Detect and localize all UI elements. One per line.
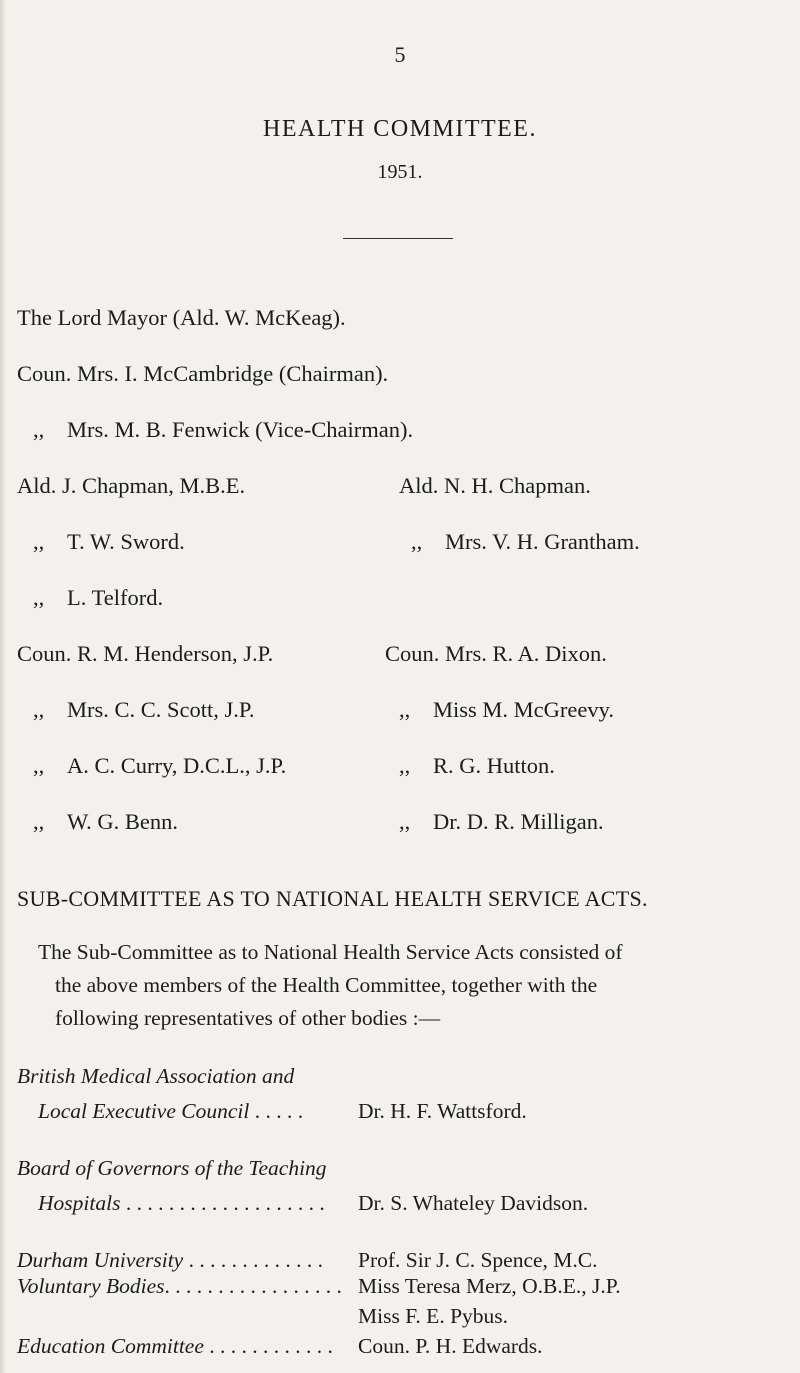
member-name: R. G. Hutton. xyxy=(433,753,555,778)
body-0-label-line1: British Medical Association and xyxy=(17,1064,295,1088)
body-3-rep-1: Miss F. E. Pybus. xyxy=(358,1304,509,1328)
body-1-label-line2 xyxy=(38,1191,325,1216)
member-prefix: Ald. xyxy=(17,473,57,498)
page-number: 5 xyxy=(394,42,406,67)
member-name: Miss M. McGreevy. xyxy=(433,697,615,722)
member-prefix: Ald. xyxy=(399,473,439,498)
subcommittee-heading: SUB-COMMITTEE AS TO NATIONAL HEALTH SERVICE ACTS. xyxy=(17,886,648,911)
member-lord-mayor: The Lord Mayor (Ald. W. McKeag). xyxy=(17,305,346,330)
subcommittee-para-line2: the above members of the Health Committee, together with the xyxy=(55,973,598,997)
ditto-mark: ,, xyxy=(399,809,411,834)
member-right-5 xyxy=(399,809,604,835)
member-left-6 xyxy=(33,809,178,835)
ditto-mark: ,, xyxy=(33,697,45,722)
dot-leader: . . . . . . . . . . . . xyxy=(203,1334,333,1358)
ditto-mark: ,, xyxy=(399,697,411,722)
body-label: Education Committee xyxy=(17,1334,204,1358)
member-prefix: Coun. xyxy=(385,641,440,666)
ditto-mark: ,, xyxy=(399,753,411,778)
dot-leader: . . . . . . . . . . . . . . . . . . . xyxy=(120,1191,325,1215)
ditto-mark: ,, xyxy=(33,529,45,554)
member-right-4 xyxy=(399,753,555,779)
ditto-mark: ,, xyxy=(33,809,45,834)
member-name: Mrs. V. H. Grantham. xyxy=(445,529,640,554)
year-label: 1951. xyxy=(377,161,423,183)
member-name: J. Chapman, M.B.E. xyxy=(62,473,246,498)
body-0-label-line2 xyxy=(38,1099,303,1124)
member-name: A. C. Curry, D.C.L., J.P. xyxy=(67,753,287,778)
member-name: W. G. Benn. xyxy=(67,809,179,834)
member-prefix: Coun. xyxy=(17,641,72,666)
subcommittee-para-line1: The Sub-Committee as to National Health Service Acts consisted of xyxy=(38,940,623,964)
member-name: T. W. Sword. xyxy=(67,529,185,554)
body-label: Local Executive Council xyxy=(38,1099,250,1123)
member-left-5 xyxy=(33,753,286,779)
member-left-2 xyxy=(33,585,163,611)
body-1-rep-0: Dr. S. Whateley Davidson. xyxy=(358,1191,589,1215)
ditto-mark: ,, xyxy=(411,529,423,554)
member-name: R. M. Henderson, J.P. xyxy=(77,641,274,666)
body-4-rep-0: Coun. P. H. Edwards. xyxy=(358,1334,543,1358)
member-left-3 xyxy=(17,641,273,667)
dot-leader: . . . . . . . . . . . . . xyxy=(183,1248,323,1272)
member-chairman: Coun. Mrs. I. McCambridge (Chairman). xyxy=(17,361,389,386)
body-label: Durham University xyxy=(17,1248,184,1272)
dot-leader: . . . . . xyxy=(249,1099,304,1123)
member-left-4 xyxy=(33,697,255,723)
body-2-rep-0: Prof. Sir J. C. Spence, M.C. xyxy=(358,1248,598,1272)
subcommittee-para-line3: following representatives of other bodies :— xyxy=(55,1006,441,1030)
member-name: Mrs. R. A. Dixon. xyxy=(445,641,607,666)
member-name: L. Telford. xyxy=(67,585,164,610)
member-name: Mrs. M. B. Fenwick (Vice-Chairman). xyxy=(67,417,414,442)
page-title: HEALTH COMMITTEE. xyxy=(263,116,537,142)
body-1-label-line1: Board of Governors of the Teaching xyxy=(17,1156,327,1180)
dot-leader: . . . . . . . . . . . . . . . . . xyxy=(164,1274,342,1298)
member-name: Mrs. C. C. Scott, J.P. xyxy=(67,697,255,722)
member-name: Dr. D. R. Milligan. xyxy=(433,809,604,834)
member-name: N. H. Chapman. xyxy=(444,473,591,498)
body-label: Voluntary Bodies xyxy=(17,1274,165,1298)
body-3-label xyxy=(17,1274,342,1299)
ditto-mark: ,, xyxy=(33,753,45,778)
body-0-rep-0: Dr. H. F. Wattsford. xyxy=(358,1099,527,1123)
divider-rule xyxy=(343,238,453,239)
body-2-label xyxy=(17,1248,323,1273)
body-3-rep-0: Miss Teresa Merz, O.B.E., J.P. xyxy=(358,1274,621,1298)
member-right-0 xyxy=(399,473,591,499)
body-label: Hospitals xyxy=(38,1191,121,1215)
member-right-2 xyxy=(385,641,607,667)
member-left-1 xyxy=(33,529,185,555)
member-right-1 xyxy=(411,529,640,555)
member-vice-chairman xyxy=(33,417,413,443)
body-4-label xyxy=(17,1334,333,1359)
page-edge-shadow xyxy=(0,0,6,1373)
ditto-mark: ,, xyxy=(33,417,45,442)
ditto-mark: ,, xyxy=(33,585,45,610)
member-left-0 xyxy=(17,473,245,499)
member-right-3 xyxy=(399,697,614,723)
